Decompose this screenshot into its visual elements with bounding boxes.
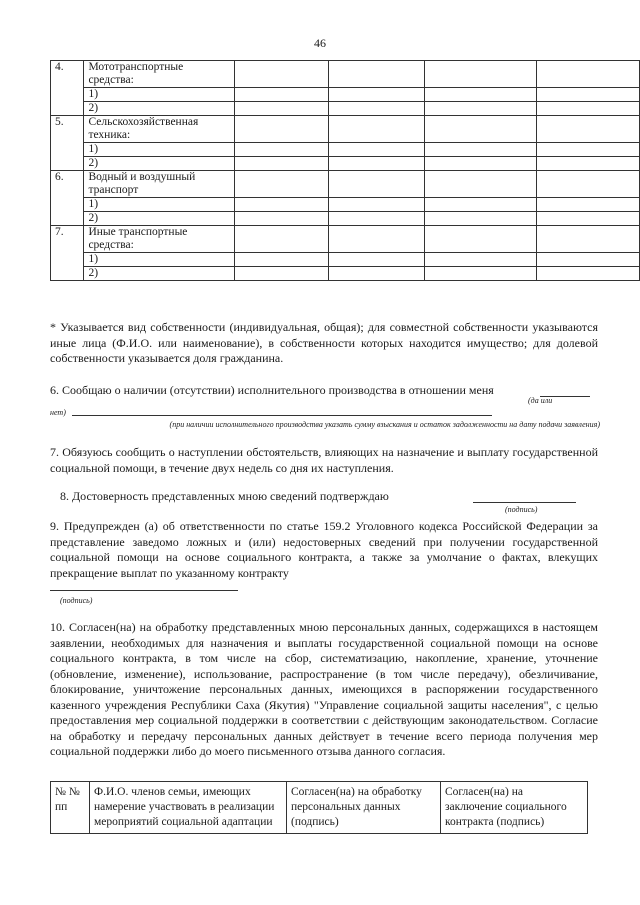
vehicle-item-row xyxy=(51,88,640,102)
item-6-text: 6. Сообщаю о наличии (отсутствии) исполнительного производства в отношении меня xyxy=(50,383,494,397)
vehicle-item-label: 1) xyxy=(84,88,235,102)
vehicle-cell xyxy=(537,198,640,212)
vehicle-item-label: 2) xyxy=(84,102,235,116)
vehicle-cell xyxy=(537,102,640,116)
vehicle-cell xyxy=(235,61,329,88)
vehicle-item-row xyxy=(51,102,640,116)
footnote: * Указывается вид собственности (индивидуальная, общая); для совместной собственности указываются иные лица (Ф.И.О. или наименование), в собственности которых находится имущество; для долевой собственности указывается доля гражданина. xyxy=(50,320,598,365)
vehicle-cell xyxy=(328,143,424,157)
item-10-text: 10. Согласен(на) на обработку представленных мною персональных данных, содержащихся в настоящем заявлении, необходимых для назначения и выплаты государственной социальной помощи на основе социального контракта, в том числе на сбор, систематизацию, накопление, хранение, уточнение (обновление, изменение), использование, распространение (в том числе передачу), обезличивание, блокирование, уничтожение персональных данных, имеющихся в распоряжении государственного казенного учреждения Республики Саха (Якутия) "Управление социальной защиты населения", с целью предоставления мер социальной поддержки в соответствии с действующим законодательством. Согласие на обработку и передачу персональных данных действует в течение всего периода получения мер социальной поддержки либо до моего письменного отзыва данного согласия. xyxy=(50,620,598,758)
vehicle-item-label: 1) xyxy=(84,143,235,157)
vehicle-cell xyxy=(425,253,537,267)
vehicle-cell xyxy=(328,253,424,267)
vehicle-cell xyxy=(328,88,424,102)
vehicle-group-name: Сельскохозяйственная техника: xyxy=(84,116,235,143)
vehicle-group-row xyxy=(51,226,640,253)
vehicle-item-row xyxy=(51,143,640,157)
vehicle-cell xyxy=(235,157,329,171)
vehicle-item-label: 2) xyxy=(84,267,235,281)
item-8-signature-line xyxy=(473,502,576,503)
vehicle-cell xyxy=(328,198,424,212)
item-6-explanation: (при наличии исполнительного производства указать сумму взыскания и остаток задолженности на дату подачи заявления) xyxy=(169,420,600,429)
item-8-signature-label: (подпись) xyxy=(505,505,538,514)
vehicle-group-row xyxy=(51,61,640,88)
vehicle-cell xyxy=(328,212,424,226)
vehicle-cell xyxy=(425,198,537,212)
vehicle-cell xyxy=(235,198,329,212)
vehicle-cell xyxy=(328,61,424,88)
vehicle-cell xyxy=(425,88,537,102)
vehicle-group-name: Иные транспортные средства: xyxy=(84,226,235,253)
item-9-signature-line xyxy=(50,590,238,591)
vehicle-table xyxy=(50,60,640,281)
vehicle-cell xyxy=(537,253,640,267)
vehicle-cell xyxy=(235,116,329,143)
vehicle-cell xyxy=(328,171,424,198)
vehicle-cell xyxy=(425,157,537,171)
vehicle-cell xyxy=(537,61,640,88)
consent-header-num: № № пп xyxy=(51,782,90,834)
vehicle-cell xyxy=(425,267,537,281)
page-number: 46 xyxy=(314,36,326,50)
consent-table xyxy=(50,781,588,834)
vehicle-cell xyxy=(235,226,329,253)
vehicle-cell xyxy=(235,143,329,157)
vehicle-cell xyxy=(537,171,640,198)
item-8-text: 8. Достоверность представленных мною сведений подтверждаю xyxy=(60,489,389,503)
vehicle-cell xyxy=(537,116,640,143)
vehicle-cell xyxy=(235,212,329,226)
vehicle-group-name: Водный и воздушный транспорт xyxy=(84,171,235,198)
vehicle-cell xyxy=(537,157,640,171)
vehicle-cell xyxy=(328,102,424,116)
vehicle-cell xyxy=(235,171,329,198)
vehicle-cell xyxy=(537,212,640,226)
vehicle-group-number: 6. xyxy=(51,171,84,226)
vehicle-cell xyxy=(235,253,329,267)
vehicle-item-label: 1) xyxy=(84,198,235,212)
vehicle-item-row xyxy=(51,212,640,226)
vehicle-cell xyxy=(328,157,424,171)
vehicle-cell xyxy=(425,212,537,226)
vehicle-item-label: 2) xyxy=(84,212,235,226)
vehicle-item-row xyxy=(51,253,640,267)
vehicle-cell xyxy=(537,88,640,102)
vehicle-cell xyxy=(235,267,329,281)
vehicle-cell xyxy=(235,102,329,116)
vehicle-group-number: 7. xyxy=(51,226,84,281)
vehicle-group-row xyxy=(51,116,640,143)
vehicle-cell xyxy=(328,226,424,253)
vehicle-group-number: 4. xyxy=(51,61,84,116)
vehicle-item-row xyxy=(51,267,640,281)
item-6-hint-right: (да или xyxy=(528,396,553,405)
consent-header-processing: Согласен(на) на обработку персональных данных (подпись) xyxy=(287,782,441,834)
vehicle-cell xyxy=(425,102,537,116)
vehicle-cell xyxy=(425,116,537,143)
vehicle-cell xyxy=(235,88,329,102)
vehicle-cell xyxy=(328,267,424,281)
vehicle-group-name: Мототранспортные средства: xyxy=(84,61,235,88)
vehicle-item-row xyxy=(51,157,640,171)
vehicle-item-label: 1) xyxy=(84,253,235,267)
item-7-text: 7. Обязуюсь сообщить о наступлении обстоятельств, влияющих на назначение и выплату государственной социальной помощи, в течение двух недель со дня их наступления. xyxy=(50,445,598,475)
item-6-details-line xyxy=(72,415,492,416)
vehicle-cell xyxy=(425,171,537,198)
vehicle-item-row xyxy=(51,198,640,212)
vehicle-group-row xyxy=(51,171,640,198)
vehicle-cell xyxy=(328,116,424,143)
vehicle-cell xyxy=(425,61,537,88)
vehicle-cell xyxy=(425,226,537,253)
item-6-hint-left: нет) xyxy=(50,408,66,417)
consent-header-contract: Согласен(на) на заключение социального контракта (подпись) xyxy=(441,782,588,834)
vehicle-cell xyxy=(537,226,640,253)
vehicle-cell xyxy=(537,267,640,281)
vehicle-group-number: 5. xyxy=(51,116,84,171)
item-9-text: 9. Предупрежден (а) об ответственности по статье 159.2 Уголовного кодекса Российской Федерации за представление заведомо ложных и (или) недостоверных сведений при получении государственной социальной помощи на основе социального контракта, а также за умолчание о фактах, влекущих прекращение выплат по указанному контракту xyxy=(50,519,598,580)
vehicle-cell xyxy=(425,143,537,157)
vehicle-cell xyxy=(537,143,640,157)
vehicle-item-label: 2) xyxy=(84,157,235,171)
consent-header-name: Ф.И.О. членов семьи, имеющих намерение участвовать в реализации мероприятий социальной адаптации xyxy=(90,782,287,834)
item-9-signature-label: (подпись) xyxy=(60,596,93,605)
